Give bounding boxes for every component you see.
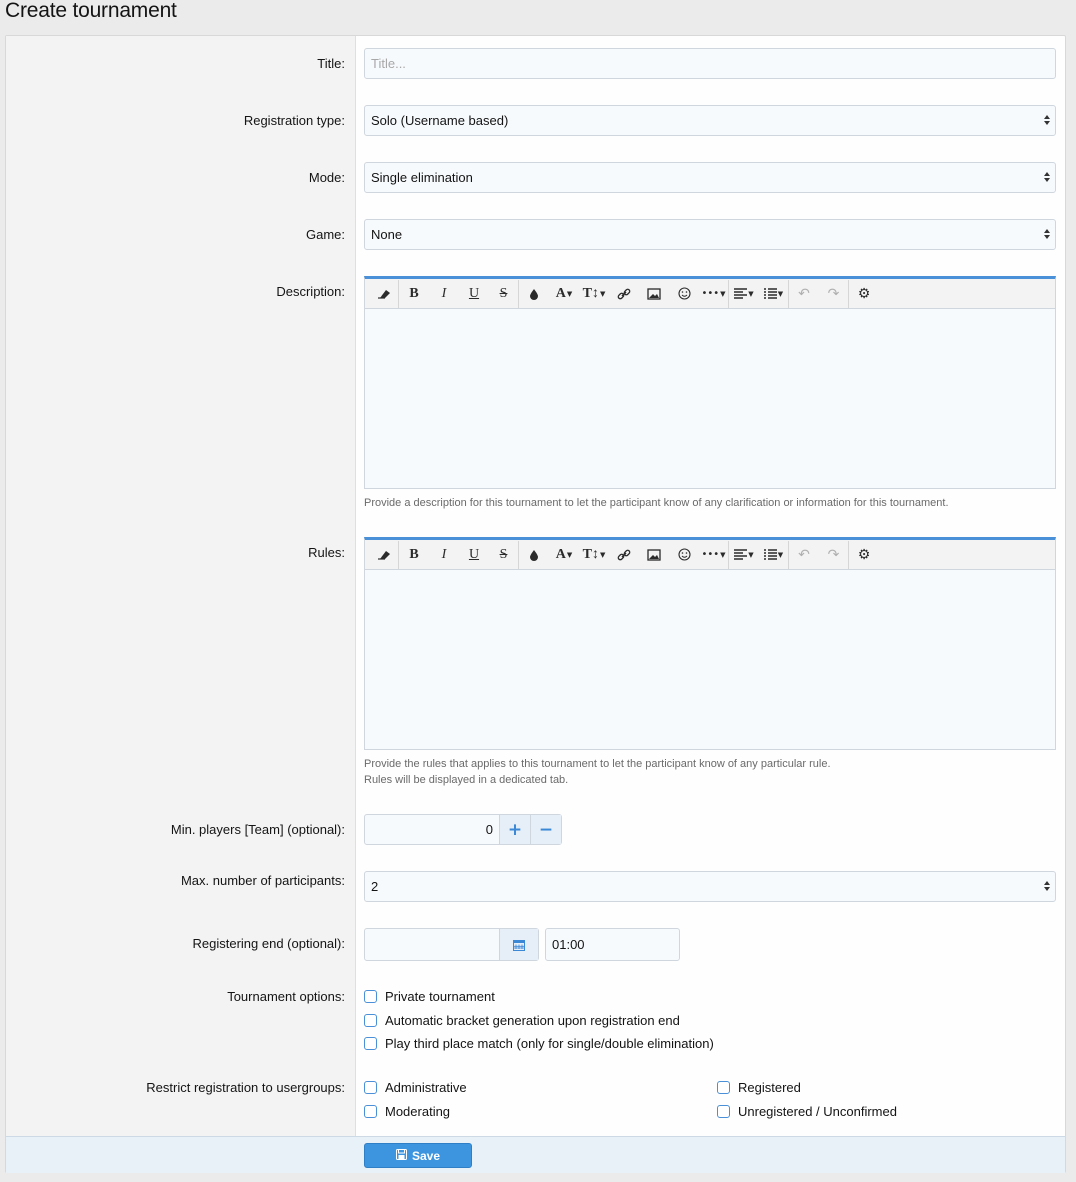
checkbox[interactable] bbox=[717, 1105, 730, 1118]
underline-icon[interactable]: U bbox=[468, 546, 480, 562]
option-private-tournament[interactable] bbox=[364, 989, 495, 1004]
game-select[interactable] bbox=[364, 219, 1056, 250]
title-input[interactable]: Title... bbox=[364, 48, 1056, 79]
rules-help-line2: Rules will be displayed in a dedicated tab. bbox=[364, 774, 569, 786]
settings-icon[interactable]: ⚙ bbox=[857, 546, 871, 563]
game-value: None bbox=[371, 227, 403, 242]
calendar-icon[interactable] bbox=[499, 929, 538, 960]
list-icon[interactable]: ▼ bbox=[759, 541, 789, 569]
editor-toolbar bbox=[365, 540, 1055, 570]
link-icon[interactable] bbox=[609, 280, 639, 308]
title-label: Title: bbox=[317, 56, 345, 71]
rules-label: Rules: bbox=[308, 545, 345, 560]
font-size-icon[interactable]: T ↕ ▼ bbox=[582, 546, 606, 562]
checkbox[interactable] bbox=[364, 1037, 377, 1050]
underline-icon[interactable]: U bbox=[468, 285, 480, 301]
save-icon bbox=[396, 1149, 407, 1163]
bold-icon[interactable]: B bbox=[409, 285, 419, 301]
checkbox[interactable] bbox=[717, 1081, 730, 1094]
select-arrows-icon bbox=[1044, 880, 1050, 893]
align-icon[interactable]: ▼ bbox=[729, 280, 759, 308]
italic-icon[interactable]: I bbox=[441, 546, 447, 562]
align-icon[interactable]: ▼ bbox=[729, 541, 759, 569]
option-label: Automatic bracket generation upon registration end bbox=[385, 1013, 680, 1028]
eraser-icon[interactable] bbox=[369, 280, 399, 308]
restrict-groups-label: Restrict registration to usergroups: bbox=[146, 1080, 345, 1095]
registration-type-select[interactable] bbox=[364, 105, 1056, 136]
select-arrows-icon bbox=[1044, 228, 1050, 241]
date-input[interactable] bbox=[365, 929, 499, 960]
rules-editor[interactable] bbox=[364, 537, 1056, 750]
editor-toolbar bbox=[365, 279, 1055, 309]
save-button[interactable] bbox=[364, 1143, 472, 1168]
group-unregistered[interactable] bbox=[717, 1104, 897, 1119]
font-family-icon[interactable]: A ▼ bbox=[555, 546, 573, 562]
rules-help-line1: Provide the rules that applies to this tournament to let the participant know of any particular rule. bbox=[364, 758, 831, 770]
mode-select[interactable] bbox=[364, 162, 1056, 193]
group-registered[interactable] bbox=[717, 1080, 801, 1095]
form-footer bbox=[6, 1136, 1065, 1173]
more-icon[interactable]: ••• ▼ bbox=[699, 541, 729, 569]
game-label: Game: bbox=[305, 227, 345, 242]
link-icon[interactable] bbox=[609, 541, 639, 569]
min-players-label: Min. players [Team] (optional): bbox=[170, 822, 345, 837]
undo-icon[interactable]: ↶ bbox=[798, 285, 810, 302]
strikethrough-icon[interactable]: S bbox=[489, 541, 519, 569]
checkbox[interactable] bbox=[364, 990, 377, 1003]
list-icon[interactable]: ▼ bbox=[759, 280, 789, 308]
page-title: Create tournament bbox=[5, 0, 177, 22]
save-label: Save bbox=[411, 1148, 441, 1163]
strikethrough-icon[interactable]: S bbox=[489, 280, 519, 308]
registration-type-label: Registration type: bbox=[243, 113, 345, 128]
select-arrows-icon bbox=[1044, 171, 1050, 184]
color-icon[interactable] bbox=[519, 280, 549, 308]
mode-label: Mode: bbox=[308, 170, 345, 185]
max-participants-select[interactable] bbox=[364, 871, 1056, 902]
max-participants-value: 2 bbox=[371, 879, 379, 894]
option-auto-bracket[interactable] bbox=[364, 1013, 680, 1028]
registration-type-value: Solo (Username based) bbox=[371, 113, 509, 128]
font-family-icon[interactable]: A ▼ bbox=[555, 285, 573, 301]
smilie-icon[interactable] bbox=[669, 280, 699, 308]
redo-icon[interactable]: ↷ bbox=[819, 280, 849, 308]
italic-icon[interactable]: I bbox=[441, 285, 447, 301]
mode-value: Single elimination bbox=[371, 170, 473, 185]
group-label: Registered bbox=[738, 1080, 801, 1095]
tournament-form bbox=[5, 35, 1066, 1173]
time-input[interactable]: 01:00 bbox=[545, 928, 680, 961]
description-label: Description: bbox=[276, 284, 345, 299]
tournament-options-label: Tournament options: bbox=[227, 989, 345, 1004]
option-label: Play third place match (only for single/double elimination) bbox=[385, 1036, 714, 1051]
label-column bbox=[6, 36, 356, 1136]
plus-icon[interactable]: + bbox=[499, 815, 530, 844]
checkbox[interactable] bbox=[364, 1081, 377, 1094]
more-icon[interactable]: ••• ▼ bbox=[699, 280, 729, 308]
image-icon[interactable] bbox=[639, 541, 669, 569]
undo-icon[interactable]: ↶ bbox=[798, 546, 810, 563]
description-help: Provide a description for this tournament to let the participant know of any clarification or information for this tournament. bbox=[364, 497, 949, 509]
min-players-stepper bbox=[364, 814, 562, 845]
group-administrative[interactable] bbox=[364, 1080, 467, 1095]
eraser-icon[interactable] bbox=[369, 541, 399, 569]
registering-end-label: Registering end (optional): bbox=[192, 936, 345, 951]
registering-end-date bbox=[364, 928, 539, 961]
redo-icon[interactable]: ↷ bbox=[819, 541, 849, 569]
settings-icon[interactable]: ⚙ bbox=[857, 285, 871, 302]
minus-icon[interactable]: − bbox=[530, 815, 561, 844]
checkbox[interactable] bbox=[364, 1014, 377, 1027]
image-icon[interactable] bbox=[639, 280, 669, 308]
option-third-place[interactable] bbox=[364, 1036, 714, 1051]
group-label: Administrative bbox=[385, 1080, 467, 1095]
font-size-icon[interactable]: T ↕ ▼ bbox=[582, 285, 606, 301]
max-participants-label: Max. number of participants: bbox=[180, 873, 345, 888]
group-moderating[interactable] bbox=[364, 1104, 450, 1119]
group-label: Unregistered / Unconfirmed bbox=[738, 1104, 897, 1119]
smilie-icon[interactable] bbox=[669, 541, 699, 569]
color-icon[interactable] bbox=[519, 541, 549, 569]
select-arrows-icon bbox=[1044, 114, 1050, 127]
checkbox[interactable] bbox=[364, 1105, 377, 1118]
bold-icon[interactable]: B bbox=[409, 546, 419, 562]
min-players-input[interactable]: 0 bbox=[485, 822, 493, 837]
group-label: Moderating bbox=[385, 1104, 451, 1119]
description-editor[interactable] bbox=[364, 276, 1056, 489]
option-label: Private tournament bbox=[385, 989, 495, 1004]
